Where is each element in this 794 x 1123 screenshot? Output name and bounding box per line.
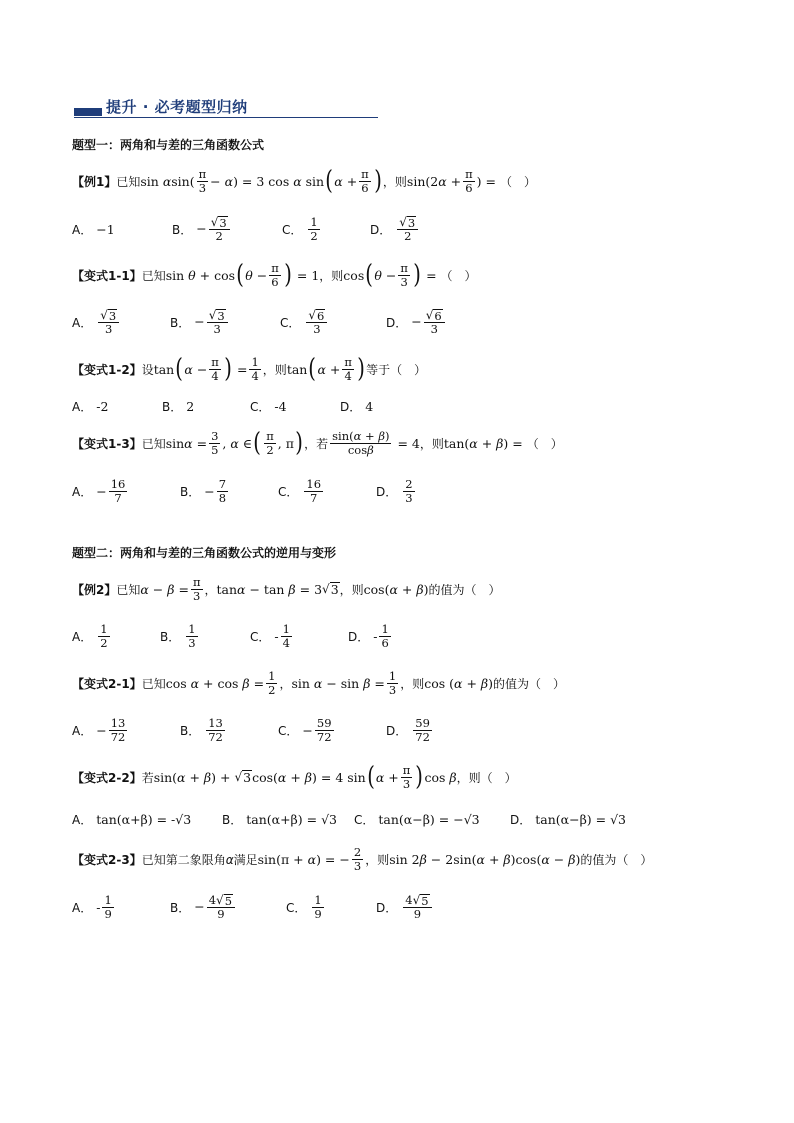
option-a[interactable]: A． $\frac{1}{2}$ [72,622,108,650]
option-b[interactable]: B． $\frac{1}{3}$ [160,622,196,650]
options-7 [72,802,712,836]
question-7: 【变式2-2】 若 sin( α + β ) + √ 3 cos( α + β ) = 4 sin ( α + $\frac{\pi}{3}$ ) cos β ，则（ ） [72,762,517,792]
options-1 [72,212,712,246]
option-a[interactable]: A． −1 [72,221,115,237]
option-a[interactable]: A． √ 3 3 [72,305,121,339]
question-3: 【变式1-2】 设 tan ( α − $\frac{\pi}{4}$ ) = $\frac{1}{4}$ ，则 tan ( α + $\frac{\pi}{4}$ ) 等于（ ） [72,354,427,384]
question-label: 【变式2-3】 [72,852,142,867]
option-d[interactable]: D． 4 √ 5 9 [376,890,434,924]
question-1: 【例1】 已知 sin α sin( $\frac{\pi}{3}$ − α ) = 3 cos α sin ( α + $\frac{\pi}{6}$ ) ，则 sin(2 α + $\frac{\pi}{6}$ ) = （ ） [72,166,536,196]
option-b[interactable]: B． $\frac{13}{72}$ [180,716,223,744]
option-c[interactable]: C． $\frac{1}{9}$ [286,893,322,921]
option-c[interactable]: C． -4 [250,398,287,414]
options-5 [72,619,712,653]
option-c[interactable]: C． √ 6 3 [280,305,329,339]
option-b[interactable]: B． − √ 3 2 [172,212,232,246]
question-label: 【例1】 [72,174,117,189]
header-underline [74,117,378,118]
options-3 [72,389,712,423]
option-d[interactable]: D． - $\frac{1}{6}$ [348,622,389,650]
option-b[interactable]: B． − √ 3 3 [170,305,230,339]
option-d[interactable]: D． 4 [340,398,374,414]
question-label: 【例2】 [72,582,117,597]
question-label: 【变式2-2】 [72,770,142,785]
option-b[interactable]: B． − $\frac{7}{8}$ [180,477,227,505]
option-a[interactable]: A． - $\frac{1}{9}$ [72,893,112,921]
option-a[interactable]: A． − $\frac{13}{72}$ [72,716,126,744]
option-c[interactable]: C． - $\frac{1}{4}$ [250,622,290,650]
question-6: 【变式2-1】 已知 cos α + cos β = $\frac{1}{2}$ ， sin α − sin β = $\frac{1}{3}$ ，则 cos ( α + β ) 的值为（ ） [72,669,566,697]
topic-heading-1: 题型一：两角和与差的三角函数公式 [72,138,265,152]
question-2: 【变式1-1】 已知 sin θ + cos ( θ − $\frac{\pi}{6}$ ) = 1 ，则 cos ( θ − $\frac{\pi}{3}$ ) = （ ） [72,260,477,290]
options-2 [72,305,712,339]
option-d[interactable]: D． $\frac{59}{72}$ [386,716,430,744]
option-a[interactable]: A． -2 [72,398,109,414]
option-b[interactable]: B． − 4 √ 5 9 [170,890,237,924]
options-6 [72,713,712,747]
option-d[interactable]: D． − √ 6 3 [386,305,447,339]
section-title: 提升 · 必考题型归纳 [106,98,248,116]
option-d[interactable]: D． $\frac{2}{3}$ [376,477,413,505]
options-8 [72,890,712,924]
header-accent-bar [74,108,102,116]
option-a[interactable]: A． tan(α+β) = -√3 [72,811,192,827]
topic-heading-2: 题型二：两角和与差的三角函数公式的逆用与变形 [72,546,337,560]
option-c[interactable]: C． $\frac{16}{7}$ [278,477,322,505]
option-d[interactable]: D． √ 3 2 [370,212,420,246]
question-label: 【变式2-1】 [72,676,142,691]
option-b[interactable]: B． tan(α+β) = √3 [222,811,337,827]
option-c[interactable]: C． − $\frac{59}{72}$ [278,716,332,744]
question-label: 【变式1-2】 [72,362,142,377]
option-b[interactable]: B． 2 [162,398,195,414]
question-label: 【变式1-3】 [72,436,142,451]
option-c[interactable]: C． tan(α−β) = −√3 [354,811,480,827]
section-header [74,96,378,120]
option-c[interactable]: C． $\frac{1}{2}$ [282,215,318,243]
question-4: 【变式1-3】 已知 sin α = $\frac{3}{5}$ , α ∈ ( $\frac{\pi}{2}$ , π ) ，若 $\frac{\sin(\alpha + \beta)}{\cos\beta}$ = 4 ，则 tan( α + β ) = （ ） [72,428,563,458]
option-d[interactable]: D． tan(α−β) = √3 [510,811,627,827]
question-8: 【变式2-3】 已知第二象限角α满足 sin(π + α ) = − $\frac{2}{3}$ ，则 sin 2 β − 2sin( α + β )cos( α − β ) 的值为（ ） [72,845,653,873]
question-5: 【例2】 已知 α − β = $\frac{\pi}{3}$ ， tan α − tan β = 3 √ 3 ，则 cos( α + β ) 的值为（ ） [72,575,501,603]
option-a[interactable]: A． − $\frac{16}{7}$ [72,477,126,505]
question-label: 【变式1-1】 [72,268,142,283]
options-4 [72,474,712,508]
